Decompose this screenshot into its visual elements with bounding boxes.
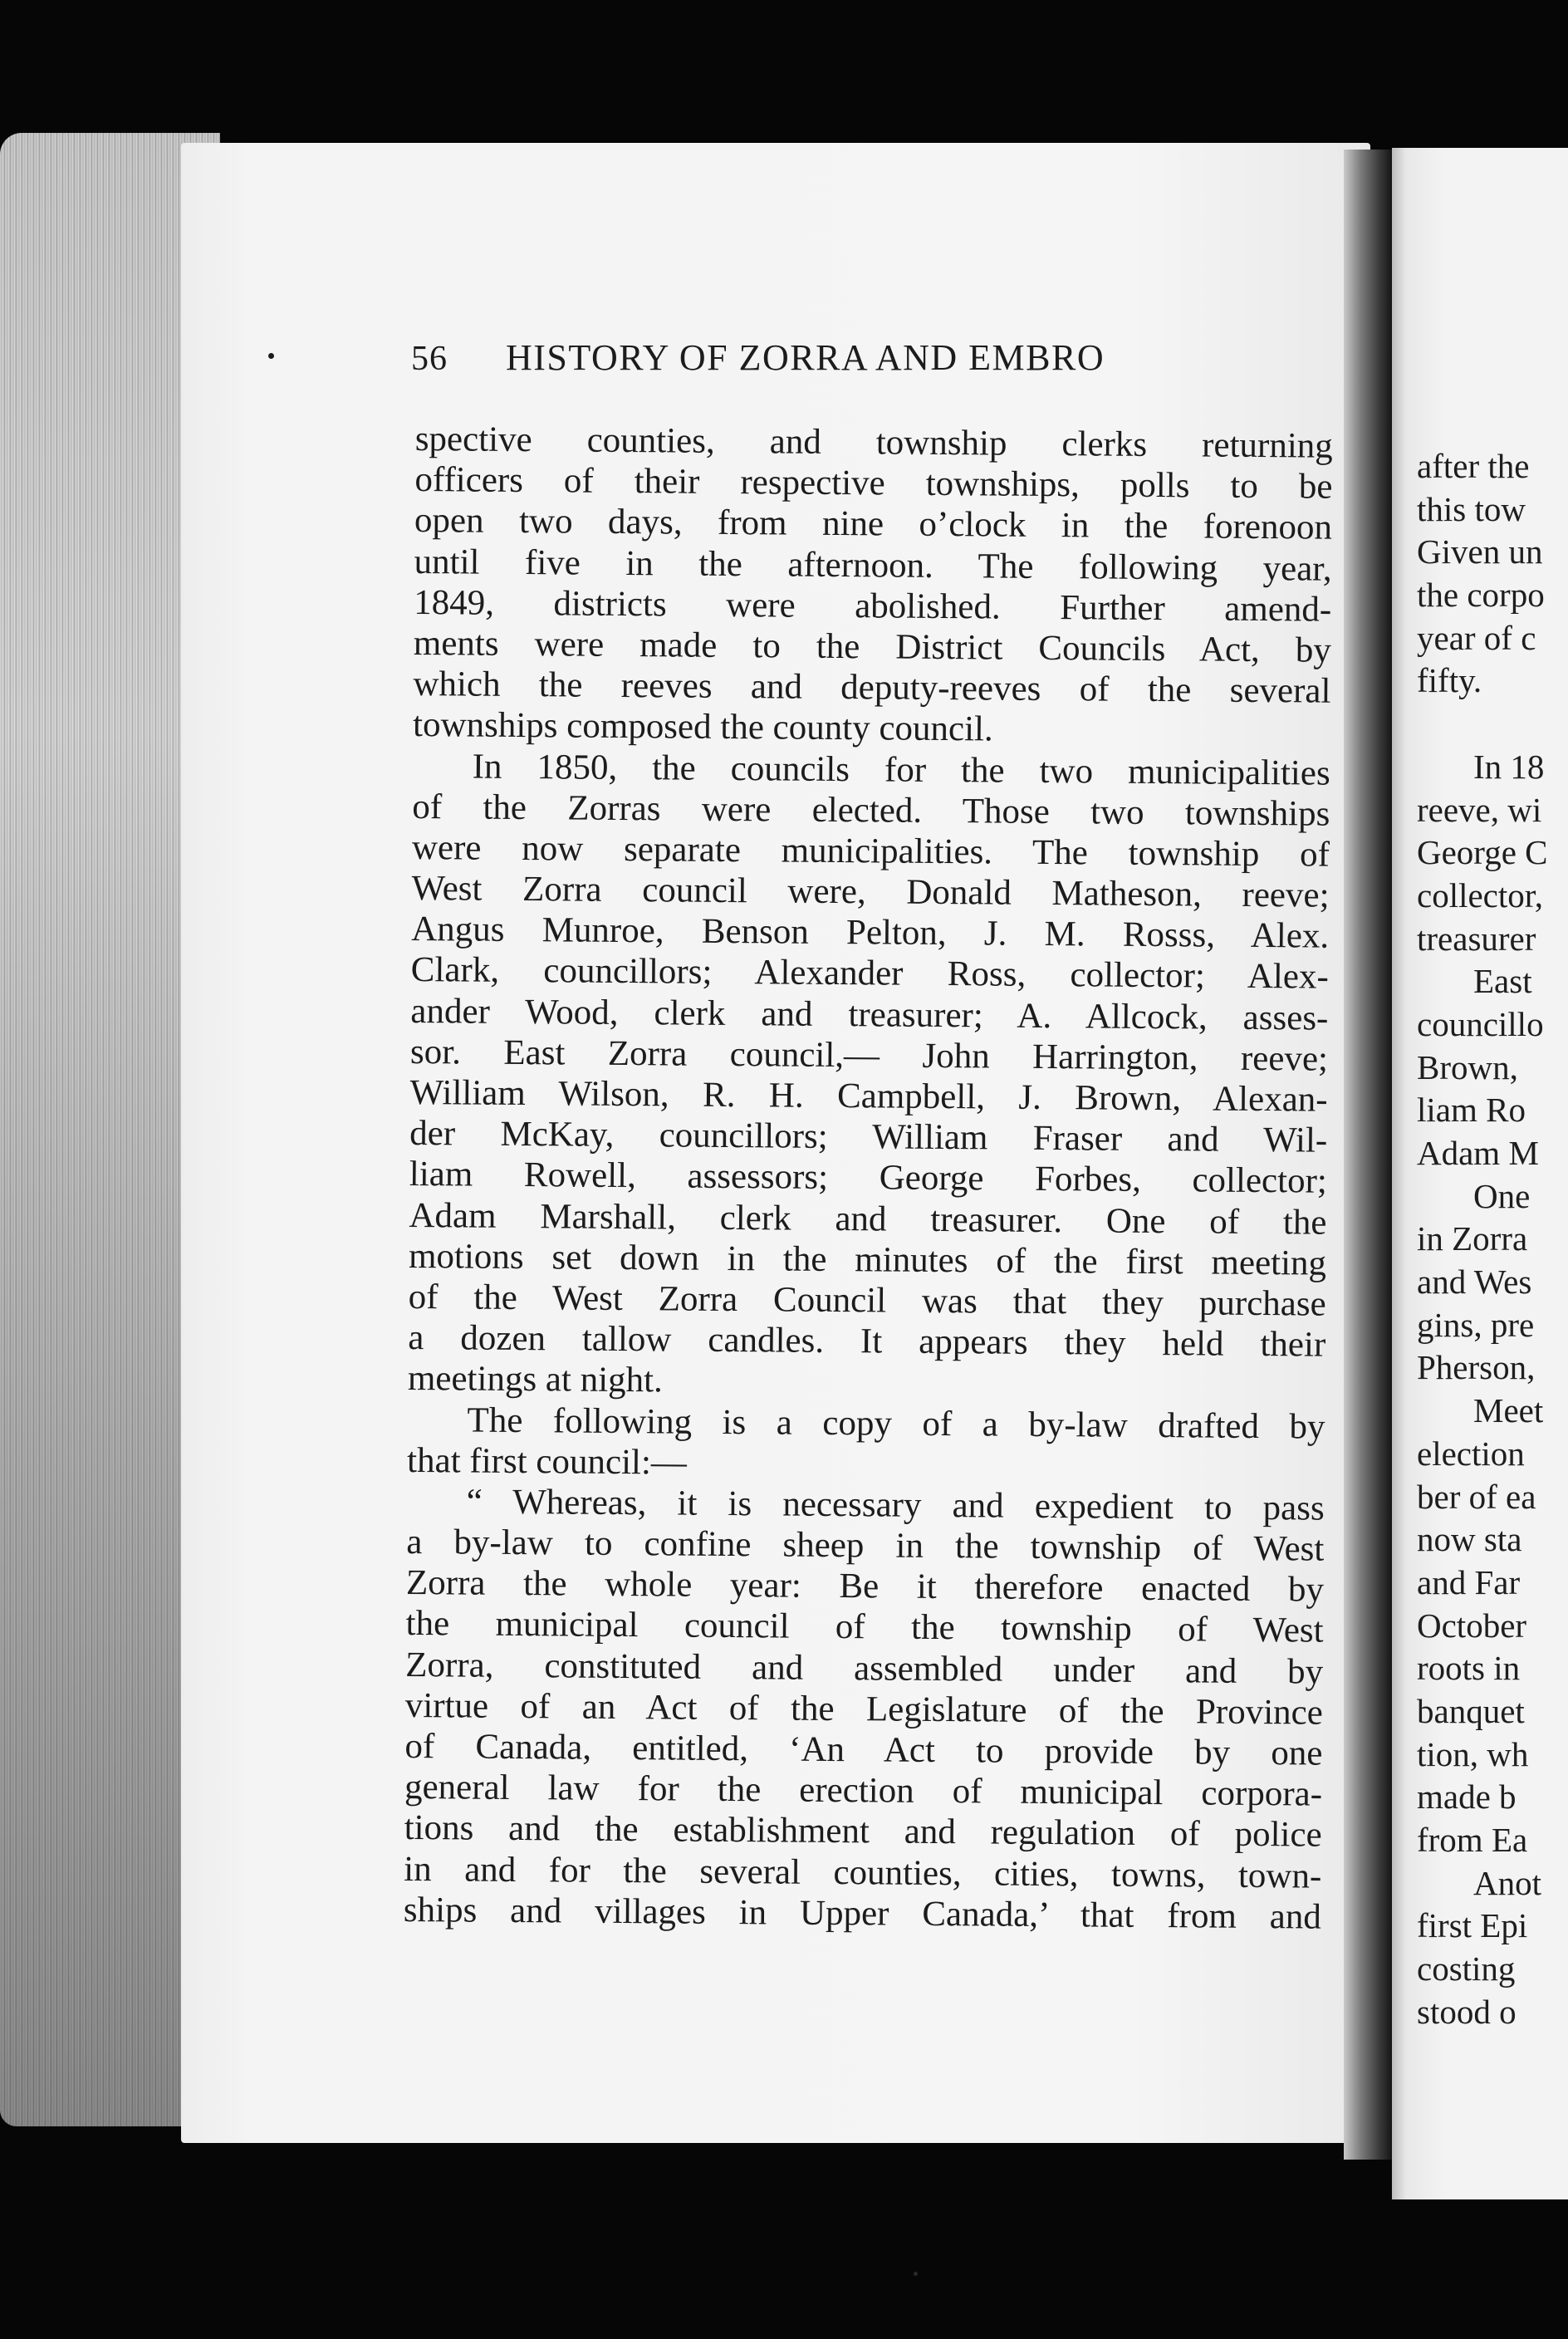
facing-text-line: reeve, wi [1417, 790, 1542, 829]
text-line: sor. East Zorra council,— John Harrington, reeve; [409, 1032, 1329, 1079]
facing-text-line: ber of ea [1417, 1477, 1536, 1516]
text-line: Adam Marshall, clerk and treasurer. One of the [409, 1195, 1327, 1243]
text-line: ments were made to the District Councils Act, by [413, 623, 1332, 670]
facing-text-line: from Ea [1417, 1821, 1528, 1859]
facing-text-line: first Epi [1417, 1906, 1528, 1945]
facing-text-line: Meet [1473, 1391, 1544, 1430]
text-line: of the Zorras were elected. Those two townships [412, 787, 1330, 834]
dust-speck [268, 353, 274, 359]
text-line: In 1850, the councils for the two municipalities [472, 747, 1330, 793]
facing-text-line: the corpo [1417, 576, 1545, 615]
facing-text-line: and Far [1417, 1562, 1521, 1601]
facing-text-line: now sta [1417, 1520, 1522, 1559]
page-number: 56 [411, 340, 448, 378]
facing-text-line: collector, [1417, 875, 1544, 915]
facing-text-line: year of c [1417, 618, 1536, 657]
page-body-text [404, 419, 1333, 1938]
text-line: motions set down in the minutes of the first meeting [408, 1236, 1327, 1283]
facing-text-line: East [1473, 962, 1532, 1001]
text-line: that first council:— [406, 1440, 688, 1483]
facing-text-line: tion, wh [1417, 1734, 1529, 1773]
facing-text-line: this tow [1417, 489, 1526, 528]
text-line: ships and villages in Upper Canada,’ that from and [403, 1890, 1322, 1937]
facing-text-line: fifty. [1417, 661, 1482, 700]
running-header [411, 336, 1341, 386]
text-line: until five in the afternoon. The following year, [414, 542, 1332, 589]
facing-text-line: made b [1417, 1778, 1517, 1817]
dust-speck [914, 2272, 918, 2276]
facing-text-line: In 18 [1473, 747, 1545, 786]
text-line: 1849, districts were abolished. Further amend- [414, 582, 1332, 630]
facing-text-line: treasurer [1417, 919, 1536, 958]
facing-text-line: Anot [1473, 1863, 1541, 1902]
text-line: which the reeves and deputy-reeves of the several [413, 664, 1331, 711]
text-line: Angus Munroe, Benson Pelton, J. M. Rosss, Alex. [410, 910, 1330, 956]
text-line: were now separate municipalities. The township of [411, 827, 1330, 875]
text-line: tions and the establishment and regulation of police [404, 1808, 1322, 1856]
text-line: William Wilson, R. H. Campbell, J. Brown, Alexan- [409, 1072, 1328, 1120]
text-line: in and for the several counties, cities, towns, town- [404, 1849, 1322, 1896]
text-line: officers of their respective townships, polls to be [414, 460, 1333, 507]
text-line: Clark, councillors; Alexander Ross, collector; Alex- [410, 950, 1329, 998]
facing-text-line: gins, pre [1417, 1305, 1535, 1344]
text-line: Zorra the whole year: Be it therefore enacted by [405, 1563, 1325, 1610]
text-line: meetings at night. [407, 1359, 664, 1400]
facing-text-line: roots in [1417, 1649, 1521, 1688]
facing-text-line: costing [1417, 1949, 1516, 1988]
running-title: HISTORY OF ZORRA AND EMBRO [506, 337, 1105, 378]
facing-page-text-fragment [1417, 445, 1568, 2033]
facing-text-line: Brown, [1417, 1047, 1518, 1086]
facing-text-line [1417, 703, 1568, 746]
facing-text-line: councillo [1417, 1004, 1544, 1043]
text-line: spective counties, and township clerks returning [414, 419, 1333, 466]
text-line: virtue of an Act of the Legislature of the Province [404, 1685, 1323, 1733]
text-line: townships composed the county council. [412, 705, 993, 749]
facing-text-line: in Zorra [1417, 1219, 1528, 1258]
facing-text-line: election [1417, 1434, 1525, 1473]
text-line: “ Whereas, it is necessary and expedient to pass [466, 1482, 1325, 1528]
facing-text-line: and Wes [1417, 1263, 1532, 1302]
text-line: the municipal council of the township of West [405, 1604, 1324, 1651]
facing-text-line: liam Ro [1417, 1091, 1526, 1130]
facing-text-line: stood o [1417, 1992, 1517, 2031]
text-line: of Canada, entitled, ‘An Act to provide by one [404, 1726, 1323, 1773]
facing-text-line: after the [1417, 447, 1530, 485]
facing-text-line: Adam M [1417, 1134, 1539, 1172]
text-line: liam Rowell, assessors; George Forbes, collector; [409, 1155, 1328, 1202]
text-line: Zorra, constituted and assembled under and by [405, 1645, 1324, 1692]
text-line: West Zorra council were, Donald Matheson, reeve; [411, 869, 1330, 915]
book-gutter-shadow [1344, 150, 1394, 2160]
text-line: a by-law to confine sheep in the township of West [406, 1523, 1325, 1569]
text-line: general law for the erection of municipal corpora- [404, 1768, 1323, 1814]
facing-text-line: George C [1417, 833, 1548, 872]
facing-text-line: Given un [1417, 532, 1543, 571]
text-line: open two days, from nine o’clock in the forenoon [414, 501, 1333, 548]
facing-text-line: Pherson, [1417, 1348, 1536, 1387]
text-line: a dozen tallow candles. It appears they held their [408, 1318, 1326, 1365]
text-line: der McKay, councillors; William Fraser and Wil- [409, 1114, 1328, 1160]
facing-text-line: October [1417, 1606, 1527, 1645]
text-line: of the West Zorra Council was that they purchase [408, 1277, 1326, 1324]
text-line: The following is a copy of a by-law drafted by [467, 1400, 1325, 1447]
facing-text-line: banquet [1417, 1691, 1525, 1730]
text-line: ander Wood, clerk and treasurer; A. Allcock, asses- [410, 991, 1329, 1038]
facing-text-line: One [1473, 1176, 1531, 1215]
